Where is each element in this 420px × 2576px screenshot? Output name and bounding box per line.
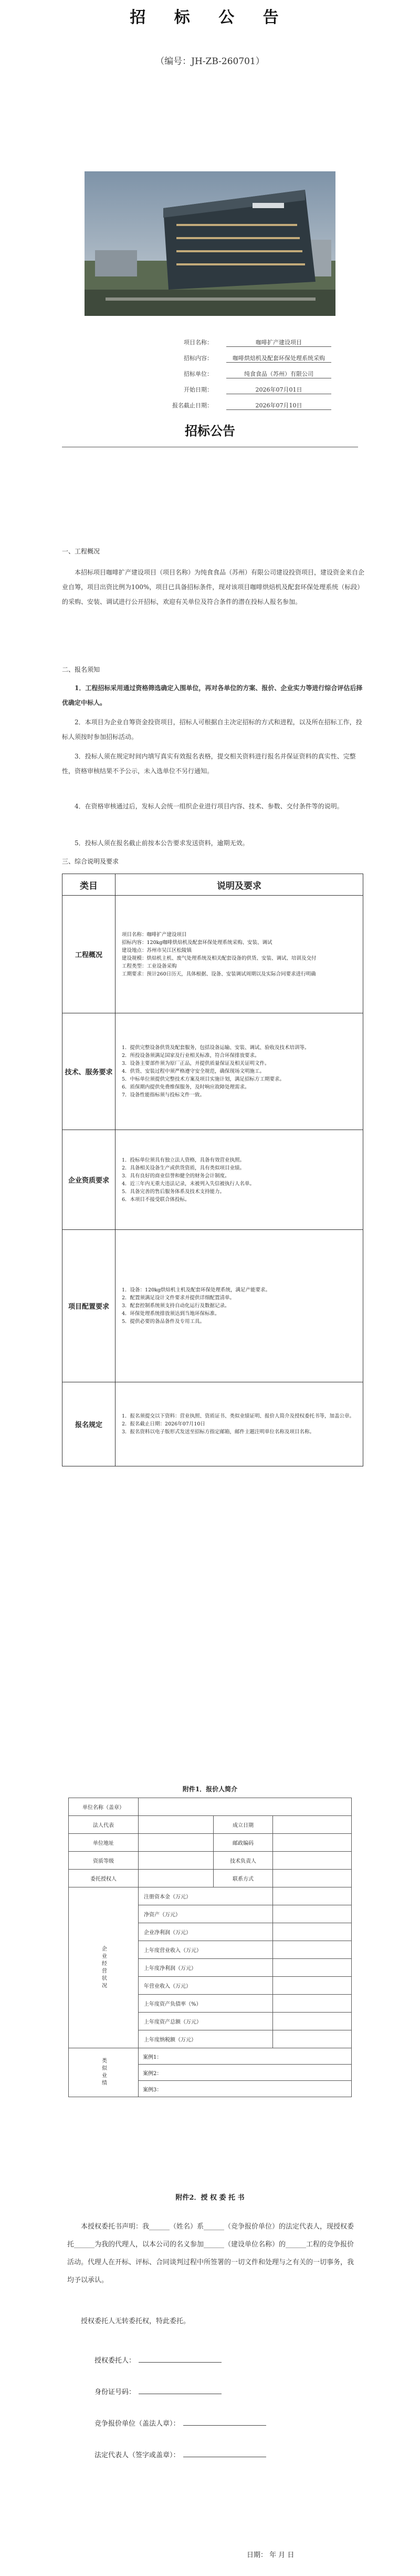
building-photo [85,171,335,316]
content-cell: 1．投标单位须具有独立法人资格，具备有效营业执照。 2．具备相关设备生产或供货资质，具有类似项目业绩。 3．具有良好的商业信誉和健全的财务会计制度。 4．近三年内无重大违法记录，未被列入失信被执行人名单。 5．具备完善的售后服务体系及技术支持能力。 6．本项目不接受联合体投标。 [116,1130,363,1230]
category-cell: 工程概况 [62,896,116,1013]
section-1-text: 本招标项目咖啡扩产建设项目（项目名称）为纯食食品（苏州）有限公司建设投资项目，建设资金来自企业自筹，项目出资比例为100%，项目已具备招标条件，现对该项目咖啡烘焙机及配套环保处理系统（标段）的采购、安装、调试进行公开招标，欢迎有关单位及符合条件的潜在投标人报名参加。 [62,569,365,605]
info-bidding-unit: 招标单位： 纯食食品（苏州）有限公司 [102,370,312,380]
section-2-item-1: 1．工程招标采用通过资格筛选确定入围单位，再对各单位的方案、报价、企业实力等进行综合评估后择优确定中标人。 [62,684,363,706]
info-project-name: 项目名称： 咖啡扩产建设项目 [102,338,312,348]
col-category: 类目 [62,874,116,896]
table-row [62,1382,363,1466]
announcement-code: （编号：JH-ZB-260701） [155,56,265,67]
table-row: 类似业绩 案例1： [69,2048,352,2065]
date-line: 日期： 年 月 日 [247,2551,295,2559]
table-row [62,1013,363,1130]
annex-1-title: 附件1．报价人简介 [182,1785,238,1793]
table-row: 单位地址 邮政编码 [69,1834,352,1852]
page-title: 招 标 公 告 [130,8,290,27]
section-1-title: 一、工程概况 [62,548,100,555]
bidder-info-table: 单位名称（盖章） 法人代表 成立日期 单位地址 邮政编码 资质等级 技术负责人 委托授权人 联系方式 企业经营状况 注册资本金（万元） 净资产（万元） 企业净利润（万元） 上年度营业收入（万元） 上年度净利润（万元） 年营业收入（万元） 上年度资产负债率（%） 上年度资产总额（万元） 上年度纳税额（万元） 类似业绩 案例1： 案例2： 案例3： [68,1798,352,2097]
sig-id-number: 身份证号码： [94,2386,222,2396]
info-bidding-content: 招标内容： 咖啡烘焙机及配套环保处理系统采购 [102,354,312,364]
authorization-text: 本授权委托书声明：我______（姓名）系______（竞争报价单位）的法定代表人，现授权委托______为我的代理人，以本公司的名义参加______（建设单位名称）的______工程的竞争报价活动。代理人在开标、评标、合同谈判过程中所签署的一切文件和处理与之有关的一切事务，我均予以承认。 [67,2223,354,2284]
category-cell: 技术、服务要求 [62,1013,116,1130]
content-cell: 1．设备：120kg烘焙机主机及配套环保处理系统，满足产能要求。 2．配置须满足设计文件要求并提供详细配置清单。 3．配套控制系统须支持自动化运行及数据记录。 4．环保处理系统排放须达到当地环保标准。 5．提供必要的备品备件及专用工具。 [116,1230,363,1382]
announcement-subtitle: 招标公告 [185,423,235,438]
section-2-title: 二、报名须知 [62,666,100,673]
table-row [62,896,363,1013]
category-cell: 企业资质要求 [62,1130,116,1230]
content-cell: 1．报名须提交以下资料：营业执照、资质证书、类似业绩证明、报价人简介及授权委托书等，加盖公章。 2．报名截止日期：2026年07月10日 3．报名资料以电子版形式发送至招标方指定邮箱，邮件主题注明单位名称及项目名称。 [116,1382,363,1466]
section-2-item-5: 5．投标人须在报名截止前按本公告要求发送资料，逾期无效。 [75,839,249,847]
col-content: 说明及要求 [116,874,363,896]
table-row: 单位名称（盖章） [69,1798,352,1816]
content-cell: 项目名称：咖啡扩产建设项目 招标内容：120kg咖啡烘焙机及配套环保处理系统采购、安装、调试 建设地点：苏州市吴江区松陵镇 建设规模：烘焙机主机、废气处理系统及相关配套设备的供货、安装、调试、培训及交付 工程类型：工业设备采购 工期要求：预计260日历天，具体根据、设备、安装调试周期以及实际合同要求进行明确 [116,896,363,1013]
table-row [62,1130,363,1230]
annex-2-title: 附件2．授 权 委 托 书 [175,2194,245,2202]
table-row [62,1230,363,1382]
category-cell: 项目配置要求 [62,1230,116,1382]
table-row: 法人代表 成立日期 [69,1816,352,1834]
info-start-date: 开始日期： 2026年07月01日 [102,385,312,396]
section-2-item-4: 4．在资格审核通过后，发标人会统一组织企业进行项目内容、技术、参数、交付条件等的说明。 [75,803,343,810]
requirements-table [62,874,363,1466]
section-3-title: 三、综合说明及要求 [62,858,119,865]
category-cell: 报名规定 [62,1382,116,1466]
info-deadline: 报名截止日期： 2026年07月10日 [102,401,312,412]
section-2-item-2: 2．本项目为企业自筹资金投资项目，招标人可根据自主决定招标的方式和进程，以及所在招标工作，投标人须按时参加招标活动。 [62,719,362,741]
section-2-item-3: 3．投标人须在规定时间内填写真实有效报名表格，提交相关资料进行报名并保证资料的真实性、完整性，资格审核结果不予公示，未入选单位不另行通知。 [62,753,356,775]
authorization-note: 授权委托人无转委托权，特此委托。 [81,2317,191,2325]
sig-authorized-person: 授权委托人： [94,2355,222,2365]
company-name-field[interactable] [139,1798,352,1816]
sig-company-seal: 竞争报价单位（盖法人章）： [94,2418,266,2428]
table-row: 资质等级 技术负责人 [69,1852,352,1870]
table-row: 委托授权人 联系方式 [69,1870,352,1887]
table-row: 企业经营状况 注册资本金（万元） [69,1887,352,1905]
sig-legal-rep: 法定代表人（签字或盖章）： [94,2449,266,2459]
content-cell: 1．提供完整设备供货及配套服务，包括设备运输、安装、调试、验收及技术培训等。 2．所投设备须满足国家及行业相关标准，符合环保排放要求。 3．设备主要部件须为原厂正品，并提供质量保证及相关证明文件。 4．供货、安装过程中须严格遵守安全规范，确保现场文明施工。 5．中标单位须提供完整技术方案及项目实施计划，满足招标方工期要求。 6．质保期内提供免费维保服务，及时响应故障处理需求。 7．设备性能指标须与投标文件一致。 [116,1013,363,1130]
